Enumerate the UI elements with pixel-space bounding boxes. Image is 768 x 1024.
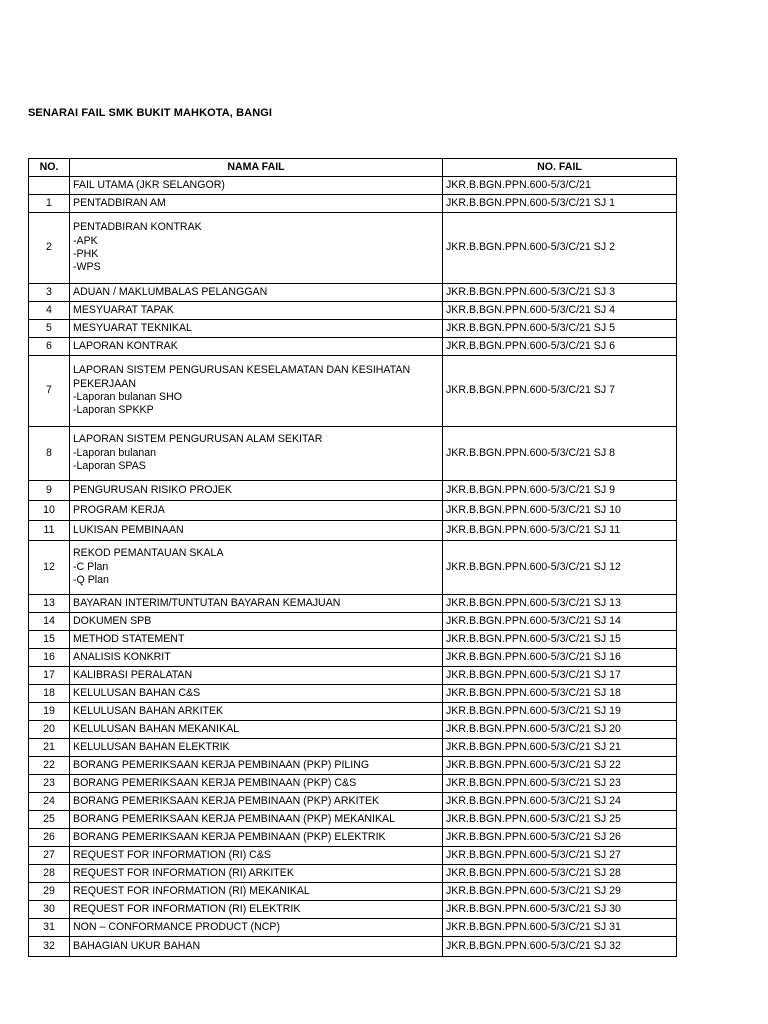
table-row [29, 847, 677, 865]
file-name: BAHAGIAN UKUR BAHAN [73, 939, 201, 952]
file-name-cell [70, 613, 443, 631]
row-number: 26 [29, 829, 70, 847]
file-number: JKR.B.BGN.PPN.600-5/3/C/21 SJ 9 [443, 481, 677, 501]
file-name-cell [70, 739, 443, 757]
file-number: JKR.B.BGN.PPN.600-5/3/C/21 SJ 23 [443, 775, 677, 793]
table-row [29, 521, 677, 541]
file-name-cell [70, 811, 443, 829]
table-row [29, 541, 677, 595]
table-row [29, 631, 677, 649]
row-number: 24 [29, 793, 70, 811]
file-number: JKR.B.BGN.PPN.600-5/3/C/21 SJ 3 [443, 284, 677, 302]
file-name: REKOD PEMANTAUAN SKALA [73, 547, 224, 560]
row-number: 18 [29, 685, 70, 703]
document-title: SENARAI FAIL SMK BUKIT MAHKOTA, BANGI [28, 107, 273, 119]
file-name-subitem: -Q Plan [73, 574, 109, 587]
file-name: KELULUSAN BAHAN MEKANIKAL [73, 722, 240, 735]
table-row [29, 302, 677, 320]
file-name-cell [70, 721, 443, 739]
table-row [29, 901, 677, 919]
file-name: LAPORAN SISTEM PENGURUSAN ALAM SEKITAR [73, 433, 323, 446]
file-name-subitem: -Laporan bulanan SHO [73, 391, 182, 403]
file-name-subitem: -Laporan bulanan [73, 446, 157, 459]
table-row [29, 284, 677, 302]
row-number: 3 [29, 284, 70, 302]
file-number: JKR.B.BGN.PPN.600-5/3/C/21 [443, 177, 677, 195]
row-number: 11 [29, 521, 70, 541]
file-name-cell [70, 284, 443, 302]
table-row [29, 213, 677, 284]
file-number: JKR.B.BGN.PPN.600-5/3/C/21 SJ 25 [443, 811, 677, 829]
file-name: BORANG PEMERIKSAAN KERJA PEMBINAAN (PKP) MEKANIKAL [73, 812, 396, 825]
file-number: JKR.B.BGN.PPN.600-5/3/C/21 SJ 21 [443, 739, 677, 757]
file-name: ADUAN / MAKLUMBALAS PELANGGAN [73, 285, 268, 298]
file-name-cell [70, 631, 443, 649]
table-row [29, 739, 677, 757]
table-row [29, 937, 677, 957]
table-row [29, 356, 677, 427]
file-number: JKR.B.BGN.PPN.600-5/3/C/21 SJ 7 [443, 356, 677, 427]
row-number [29, 177, 70, 195]
file-name: REQUEST FOR INFORMATION (RI) MEKANIKAL [73, 884, 310, 897]
file-name: LUKISAN PEMBINAAN [73, 523, 184, 536]
file-name: BORANG PEMERIKSAAN KERJA PEMBINAAN (PKP) PILING [73, 758, 370, 771]
file-name: DOKUMEN SPB [73, 614, 152, 627]
file-number: JKR.B.BGN.PPN.600-5/3/C/21 SJ 4 [443, 302, 677, 320]
row-number: 32 [29, 937, 70, 957]
table-row [29, 865, 677, 883]
file-number: JKR.B.BGN.PPN.600-5/3/C/21 SJ 26 [443, 829, 677, 847]
file-name: PROGRAM KERJA [73, 503, 165, 516]
table-row [29, 177, 677, 195]
row-number: 10 [29, 501, 70, 521]
file-name-subitem: -PHK [73, 248, 99, 260]
file-name: KALIBRASI PERALATAN [73, 668, 193, 681]
row-number: 16 [29, 649, 70, 667]
file-name-cell [70, 595, 443, 613]
file-name: BORANG PEMERIKSAAN KERJA PEMBINAAN (PKP) C&S [73, 776, 357, 789]
table-row [29, 811, 677, 829]
file-number: JKR.B.BGN.PPN.600-5/3/C/21 SJ 6 [443, 338, 677, 356]
file-name-cell [70, 775, 443, 793]
file-name-cell [70, 937, 443, 957]
header-no-fail: NO. FAIL [443, 159, 677, 177]
file-name-cell [70, 541, 443, 595]
row-number: 31 [29, 919, 70, 937]
row-number: 8 [29, 427, 70, 481]
file-name-cell [70, 177, 443, 195]
file-name: MESYUARAT TEKNIKAL [73, 321, 192, 334]
file-name-cell [70, 829, 443, 847]
file-name-subitem: -Laporan SPKKP [73, 404, 154, 417]
file-name: PENTADBIRAN AM [73, 196, 166, 209]
row-number: 5 [29, 320, 70, 338]
file-name-cell [70, 667, 443, 685]
file-number: JKR.B.BGN.PPN.600-5/3/C/21 SJ 18 [443, 685, 677, 703]
table-row [29, 703, 677, 721]
row-number: 27 [29, 847, 70, 865]
file-name: METHOD STATEMENT [73, 632, 185, 645]
file-number: JKR.B.BGN.PPN.600-5/3/C/21 SJ 16 [443, 649, 677, 667]
file-name-cell [70, 703, 443, 721]
file-name: KELULUSAN BAHAN C&S [73, 686, 201, 699]
table-row [29, 595, 677, 613]
row-number: 4 [29, 302, 70, 320]
file-name-cell [70, 521, 443, 541]
row-number: 6 [29, 338, 70, 356]
file-name-subitem: -C Plan [73, 560, 109, 573]
file-name: PENTADBIRAN KONTRAK [73, 221, 202, 234]
table-row [29, 195, 677, 213]
table-row [29, 649, 677, 667]
file-name: LAPORAN KONTRAK [73, 339, 178, 352]
file-name: REQUEST FOR INFORMATION (RI) C&S [73, 848, 271, 861]
row-number: 29 [29, 883, 70, 901]
file-name: PENGURUSAN RISIKO PROJEK [73, 483, 232, 496]
file-name: MESYUARAT TAPAK [73, 303, 174, 316]
table-row [29, 793, 677, 811]
file-name: LAPORAN SISTEM PENGURUSAN KESELAMATAN DAN KESIHATAN [73, 364, 411, 377]
file-name-cell [70, 865, 443, 883]
file-number: JKR.B.BGN.PPN.600-5/3/C/21 SJ 1 [443, 195, 677, 213]
row-number: 28 [29, 865, 70, 883]
file-name-cell [70, 901, 443, 919]
file-name-cell [70, 338, 443, 356]
row-number: 15 [29, 631, 70, 649]
file-number: JKR.B.BGN.PPN.600-5/3/C/21 SJ 19 [443, 703, 677, 721]
table-row [29, 919, 677, 937]
file-name: REQUEST FOR INFORMATION (RI) ARKITEK [73, 866, 294, 879]
file-name-cell [70, 302, 443, 320]
file-name: FAIL UTAMA (JKR SELANGOR) [73, 178, 225, 191]
row-number: 22 [29, 757, 70, 775]
row-number: 13 [29, 595, 70, 613]
file-name-cell [70, 883, 443, 901]
table-row [29, 667, 677, 685]
file-number: JKR.B.BGN.PPN.600-5/3/C/21 SJ 10 [443, 501, 677, 521]
file-number: JKR.B.BGN.PPN.600-5/3/C/21 SJ 22 [443, 757, 677, 775]
table-row [29, 721, 677, 739]
table-row [29, 320, 677, 338]
row-number: 21 [29, 739, 70, 757]
file-name-cell [70, 320, 443, 338]
file-name-cell [70, 847, 443, 865]
row-number: 23 [29, 775, 70, 793]
table-row [29, 883, 677, 901]
file-name-cell [70, 685, 443, 703]
file-name: BORANG PEMERIKSAAN KERJA PEMBINAAN (PKP) ELEKTRIK [73, 830, 386, 843]
table-row [29, 613, 677, 631]
table-header [29, 159, 677, 177]
file-name-cell [70, 919, 443, 937]
file-number: JKR.B.BGN.PPN.600-5/3/C/21 SJ 8 [443, 427, 677, 481]
row-number: 14 [29, 613, 70, 631]
file-number: JKR.B.BGN.PPN.600-5/3/C/21 SJ 15 [443, 631, 677, 649]
row-number: 12 [29, 541, 70, 595]
file-name-cell [70, 356, 443, 427]
file-name: KELULUSAN BAHAN ELEKTRIK [73, 740, 230, 753]
file-name-cell [70, 793, 443, 811]
table-row [29, 481, 677, 501]
table-row [29, 338, 677, 356]
file-name-cell [70, 427, 443, 481]
file-number: JKR.B.BGN.PPN.600-5/3/C/21 SJ 13 [443, 595, 677, 613]
file-number: JKR.B.BGN.PPN.600-5/3/C/21 SJ 27 [443, 847, 677, 865]
file-number: JKR.B.BGN.PPN.600-5/3/C/21 SJ 12 [443, 541, 677, 595]
file-number: JKR.B.BGN.PPN.600-5/3/C/21 SJ 31 [443, 919, 677, 937]
row-number: 30 [29, 901, 70, 919]
header-no: NO. [29, 159, 70, 177]
file-number: JKR.B.BGN.PPN.600-5/3/C/21 SJ 20 [443, 721, 677, 739]
file-name-cell [70, 501, 443, 521]
row-number: 9 [29, 481, 70, 501]
file-number: JKR.B.BGN.PPN.600-5/3/C/21 SJ 2 [443, 213, 677, 284]
file-name-cell [70, 481, 443, 501]
file-name: ANALISIS KONKRIT [73, 650, 171, 663]
file-name: BAYARAN INTERIM/TUNTUTAN BAYARAN KEMAJUAN [73, 596, 341, 609]
row-number: 19 [29, 703, 70, 721]
header-nama-fail: NAMA FAIL [70, 159, 443, 177]
file-name: BORANG PEMERIKSAAN KERJA PEMBINAAN (PKP) ARKITEK [73, 794, 380, 807]
row-number: 2 [29, 213, 70, 284]
row-number: 1 [29, 195, 70, 213]
table-row [29, 427, 677, 481]
table-body [29, 177, 677, 957]
row-number: 17 [29, 667, 70, 685]
row-number: 7 [29, 356, 70, 427]
file-name-cell [70, 649, 443, 667]
table-row [29, 829, 677, 847]
header-row [29, 159, 677, 177]
file-number: JKR.B.BGN.PPN.600-5/3/C/21 SJ 28 [443, 865, 677, 883]
file-name-cell [70, 195, 443, 213]
file-number: JKR.B.BGN.PPN.600-5/3/C/21 SJ 14 [443, 613, 677, 631]
file-name-subitem: -WPS [73, 261, 101, 274]
file-name-cell [70, 757, 443, 775]
table-row [29, 757, 677, 775]
file-number: JKR.B.BGN.PPN.600-5/3/C/21 SJ 17 [443, 667, 677, 685]
file-name-subitem: -APK [73, 234, 98, 247]
file-number: JKR.B.BGN.PPN.600-5/3/C/21 SJ 5 [443, 320, 677, 338]
file-name: KELULUSAN BAHAN ARKITEK [73, 704, 224, 717]
table-row [29, 775, 677, 793]
row-number: 20 [29, 721, 70, 739]
table-row [29, 685, 677, 703]
file-number: JKR.B.BGN.PPN.600-5/3/C/21 SJ 29 [443, 883, 677, 901]
file-number: JKR.B.BGN.PPN.600-5/3/C/21 SJ 11 [443, 521, 677, 541]
file-name: REQUEST FOR INFORMATION (RI) ELEKTRIK [73, 902, 301, 915]
file-number: JKR.B.BGN.PPN.600-5/3/C/21 SJ 32 [443, 937, 677, 957]
file-list-table [28, 158, 677, 957]
file-name: NON – CONFORMANCE PRODUCT (NCP) [73, 920, 280, 933]
file-number: JKR.B.BGN.PPN.600-5/3/C/21 SJ 24 [443, 793, 677, 811]
table-row [29, 501, 677, 521]
file-name-cell [70, 213, 443, 284]
row-number: 25 [29, 811, 70, 829]
file-name-subitem: PEKERJAAN [73, 377, 136, 390]
file-number: JKR.B.BGN.PPN.600-5/3/C/21 SJ 30 [443, 901, 677, 919]
file-name-subitem: -Laporan SPAS [73, 460, 146, 473]
